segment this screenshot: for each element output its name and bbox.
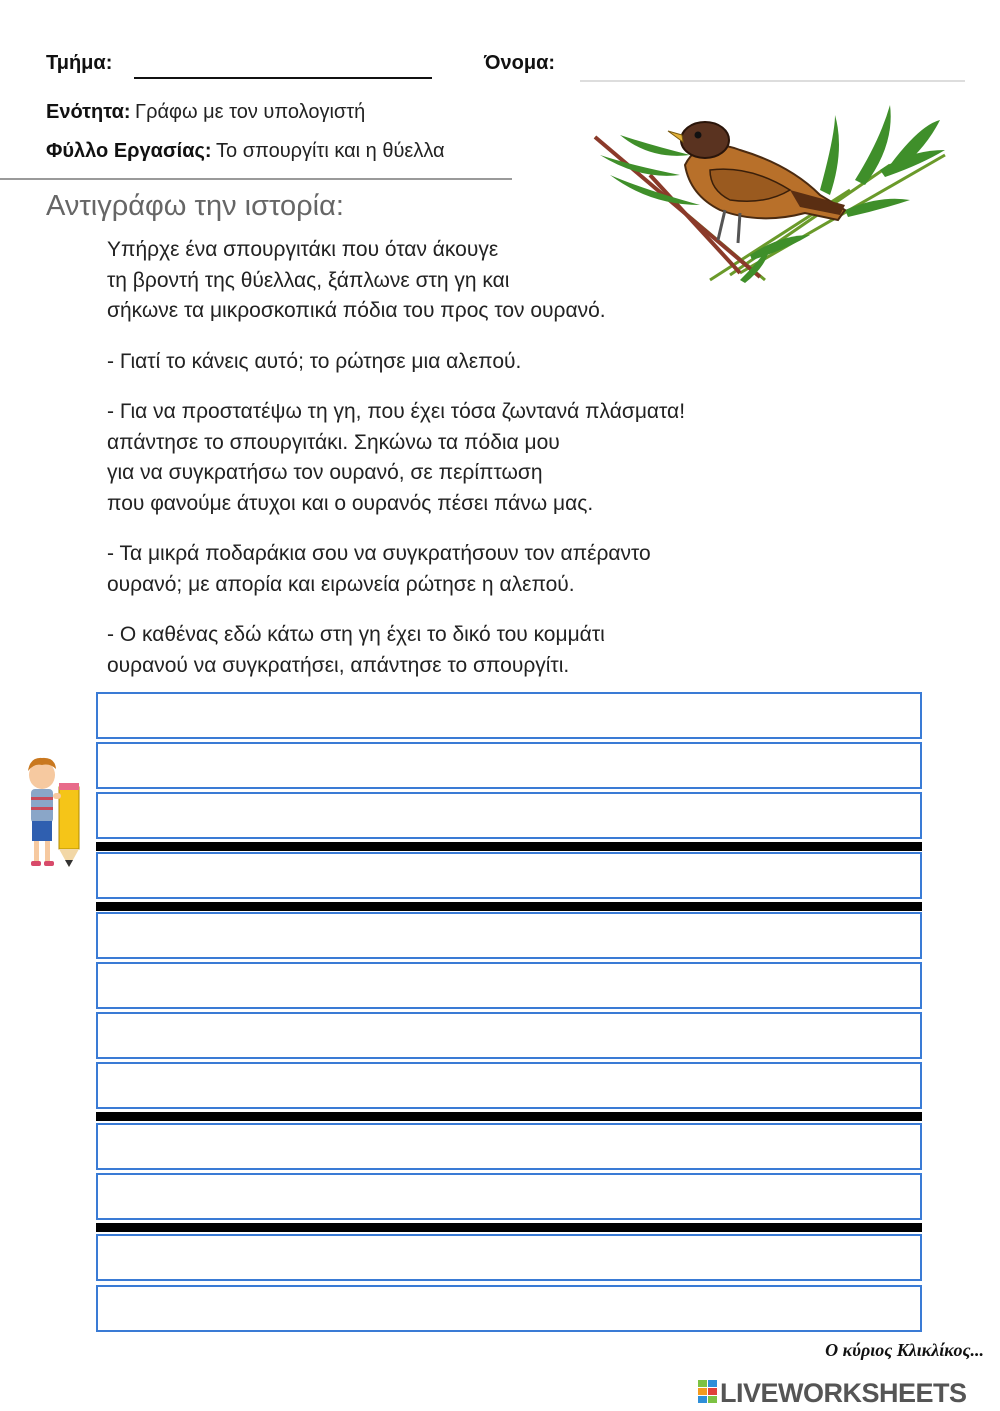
answer-line-10[interactable] (96, 1173, 922, 1220)
story-paragraph-2 (107, 347, 867, 378)
separator-bar (96, 902, 922, 911)
separator-bar (96, 842, 922, 851)
unit-row (46, 101, 365, 124)
answer-line-9[interactable] (96, 1123, 922, 1170)
liveworksheets-wordmark: LIVEWORKSHEETS (720, 1378, 967, 1408)
header-divider (0, 178, 512, 180)
story-paragraph-4 (107, 539, 867, 600)
boy-with-pencil-illustration (22, 755, 86, 870)
answer-line-3[interactable] (96, 792, 922, 839)
liveworksheets-logo[interactable] (698, 1377, 994, 1407)
story-line: σήκωνε τα μικροσκοπικά πόδια του προς τον ουρανό. (107, 299, 606, 322)
story-text (107, 235, 867, 701)
worksheet-value: Το σπουργίτι και η θύελλα (216, 140, 445, 162)
story-line: ουρανού να συγκρατήσει, απάντησε το σπουργίτι. (107, 653, 570, 677)
answer-line-4[interactable] (96, 852, 922, 899)
story-line: - Ο καθένας εδώ κάτω στη γη έχει το δικό του κομμάτι (107, 623, 605, 646)
answer-line-2[interactable] (96, 742, 922, 789)
answer-line-11[interactable] (96, 1234, 922, 1281)
answer-line-6[interactable] (96, 962, 922, 1009)
worksheet-label: Φύλλο Εργασίας: (46, 140, 212, 162)
story-line: - Για να προστατέψω τη γη, που έχει τόσα ζωντανά πλάσματα! (107, 400, 686, 423)
story-line: που φανούμε άτυχοι και ο ουρανός πέσει πάνω μας. (107, 491, 594, 515)
story-line: - Τα μικρά ποδαράκια σου να συγκρατήσουν τον απέραντο (107, 542, 651, 565)
story-line: ουρανό; με απορία και ειρωνεία ρώτησε η αλεπού. (107, 572, 575, 596)
story-line: - Γιατί το κάνεις αυτό; το ρώτησε μια αλεπού. (107, 349, 522, 373)
class-label: Τμήμα: (46, 52, 113, 74)
answer-line-7[interactable] (96, 1012, 922, 1059)
unit-value: Γράφω με τον υπολογιστή (135, 101, 366, 123)
answer-line-12[interactable] (96, 1285, 922, 1332)
answer-line-8[interactable] (96, 1062, 922, 1109)
answer-line-1[interactable] (96, 692, 922, 739)
story-line: τη βροντή της θύελλας, ξάπλωνε στη γη και (107, 268, 510, 292)
instruction-heading: Αντιγράφω την ιστορία: (46, 190, 344, 222)
answer-line-5[interactable] (96, 912, 922, 959)
author-signature: Ο κύριος Κλικλίκος... (825, 1340, 984, 1360)
name-field[interactable] (580, 80, 965, 82)
story-line: για να συγκρατήσω τον ουρανό, σε περίπτωση (107, 461, 543, 484)
separator-bar (96, 1112, 922, 1121)
liveworksheets-icon (698, 1380, 718, 1404)
story-paragraph-5 (107, 620, 867, 681)
class-field[interactable] (134, 77, 432, 79)
story-line: Υπήρχε ένα σπουργιτάκι που όταν άκουγε (107, 238, 499, 261)
unit-label: Ενότητα: (46, 101, 131, 123)
separator-bar (96, 1223, 922, 1232)
story-paragraph-1 (107, 235, 867, 327)
worksheet-row (46, 140, 445, 163)
story-line: απάντησε το σπουργιτάκι. Σηκώνω τα πόδια μου (107, 430, 560, 454)
name-label: Όνομα: (484, 52, 556, 74)
story-paragraph-3 (107, 397, 867, 519)
